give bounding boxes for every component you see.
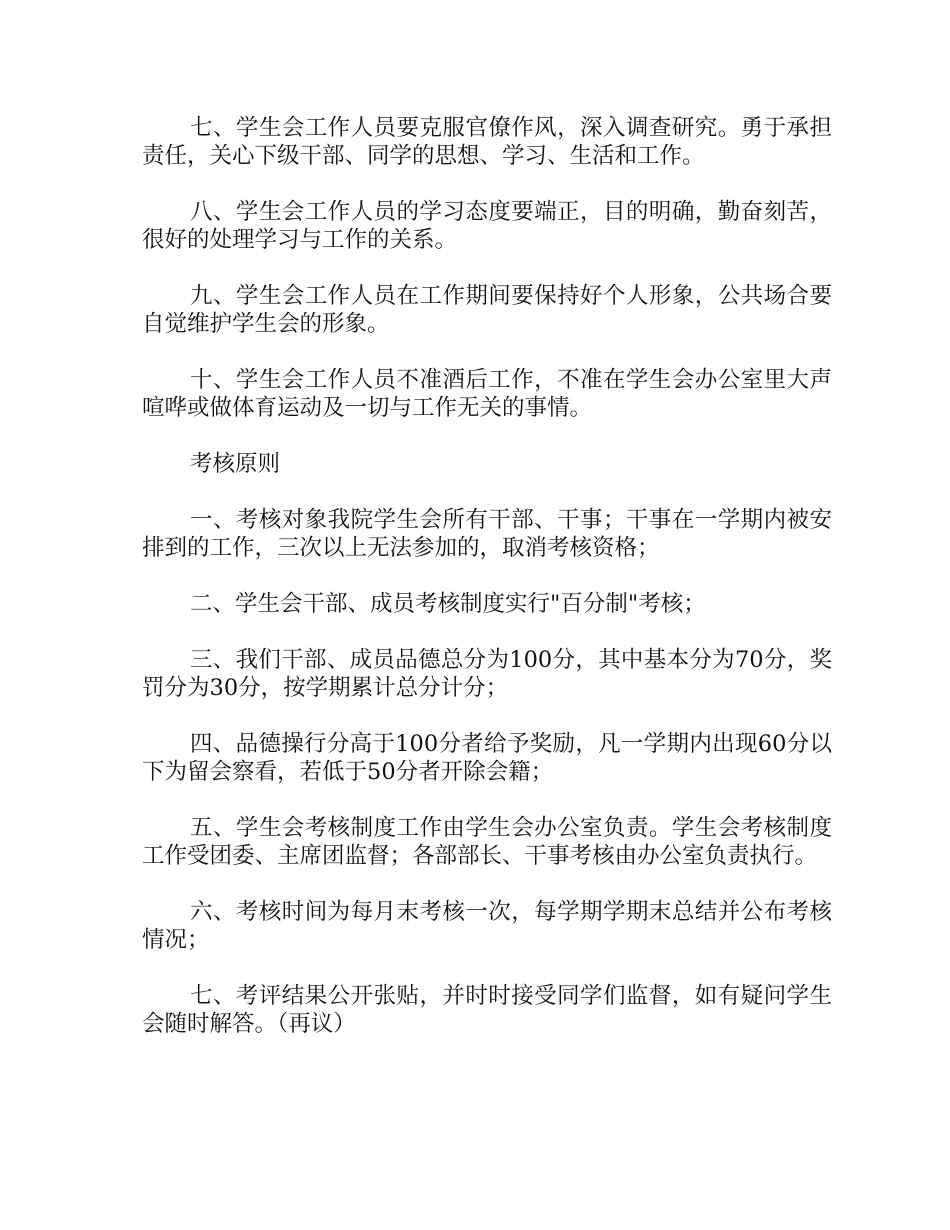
paragraph-rule-9: 九、学生会工作人员在工作期间要保持好个人形象，公共场合要自觉维护学生会的形象。 (142, 283, 832, 337)
paragraph-rule-10: 十、学生会工作人员不准酒后工作，不准在学生会办公室里大声喧哗或做体育运动及一切与工作无关的事情。 (142, 367, 832, 421)
paragraph-assessment-6: 六、考核时间为每月末考核一次，每学期学期末总结并公布考核情况； (142, 899, 832, 953)
paragraph-assessment-5: 五、学生会考核制度工作由学生会办公室负责。学生会考核制度工作受团委、主席团监督；各部部长、干事考核由办公室负责执行。 (142, 815, 832, 869)
section-heading: 考核原则 (190, 451, 281, 477)
paragraph-assessment-4: 四、品德操行分高于100分者给予奖励，凡一学期内出现60分以下为留会察看，若低于50分者开除会籍； (142, 731, 832, 785)
document-page (142, 114, 832, 1066)
paragraph-assessment-1: 一、考核对象我院学生会所有干部、干事；干事在一学期内被安排到的工作，三次以上无法参加的，取消考核资格； (142, 507, 832, 561)
paragraph-assessment-3: 三、我们干部、成员品德总分为100分，其中基本分为70分，奖罚分为30分，按学期累计总分计分； (142, 647, 832, 701)
paragraph-assessment-7: 七、考评结果公开张贴，并时时接受同学们监督，如有疑问学生会随时解答。（再议） (142, 983, 832, 1037)
paragraph-rule-7: 七、学生会工作人员要克服官僚作风，深入调查研究。勇于承担责任，关心下级干部、同学的思想、学习、生活和工作。 (142, 115, 832, 169)
paragraph-rule-8: 八、学生会工作人员的学习态度要端正，目的明确，勤奋刻苦，很好的处理学习与工作的关系。 (142, 199, 832, 253)
paragraph-assessment-2: 二、学生会干部、成员考核制度实行"百分制"考核； (190, 591, 706, 617)
